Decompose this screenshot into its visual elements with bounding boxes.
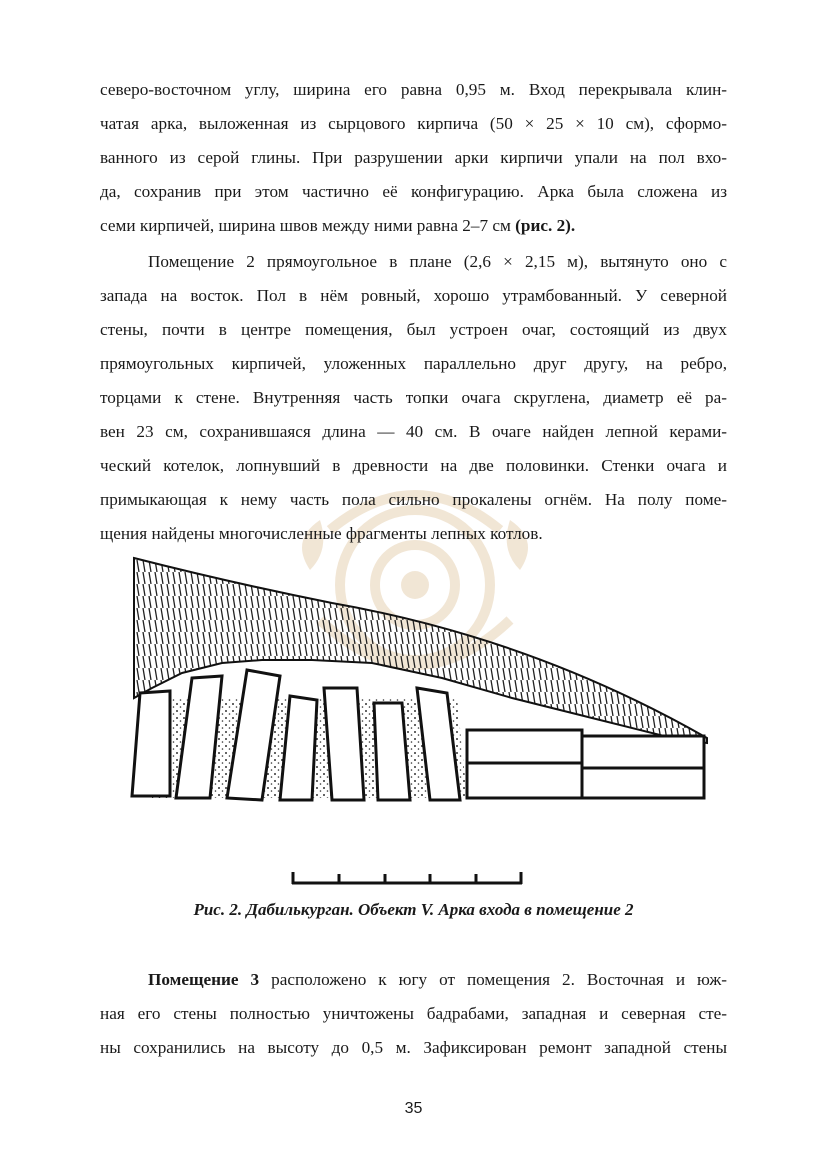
text-line: [100, 209, 727, 243]
paragraph-3: [100, 963, 727, 1065]
brick: [324, 688, 364, 800]
text-line: [100, 963, 727, 997]
brick: [467, 730, 582, 763]
text-line: ны сохранились на высоту до 0,5 м. Зафиксирован ремонт западной стены: [100, 1038, 727, 1057]
text-line: примыкающая к нему часть пола сильно прокалены огнём. На полу поме-: [100, 490, 727, 509]
brick: [132, 691, 170, 796]
text-line: ческий котелок, лопнувший в древности на две половинки. Стенки очага и: [100, 456, 727, 475]
text-line: чатая арка, выложенная из сырцового кирпича (50 × 25 × 10 см), сформо-: [100, 114, 727, 133]
paragraph-2: [100, 245, 727, 551]
text-line: Помещение 2 прямоугольное в плане (2,6 × 2,15 м), вытянуто оно с: [148, 252, 727, 271]
text-fragment: расположено к югу от помещения 2. Восточная и юж-: [259, 970, 727, 989]
text-fragment: семи кирпичей, ширина швов между ними равна 2–7 см: [100, 216, 516, 235]
text-line: ванного из серой глины. При разрушении арки кирпичи упали на пол вхо-: [100, 148, 727, 167]
figure-caption: Рис. 2. Дабилькурган. Объект V. Арка входа в помещение 2: [193, 900, 634, 919]
figure-reference: (рис. 2).: [515, 216, 576, 235]
text-line: ная его стены полностью уничтожены бадрабами, западная и северная сте-: [100, 1004, 727, 1023]
text-line: вен 23 см, сохранившаяся длина — 40 см. В очаге найден лепной керами-: [100, 422, 727, 441]
brick: [582, 736, 704, 768]
text-line: прямоугольных кирпичей, уложенных параллельно друг другу, на ребро,: [100, 354, 727, 373]
brick: [467, 763, 582, 798]
brick: [374, 703, 410, 800]
text-line: торцами к стене. Внутренняя часть топки очага скруглена, диаметр её ра-: [100, 388, 727, 407]
brick: [582, 768, 704, 798]
section-heading: Помещение 3: [148, 970, 260, 989]
page-number: 35: [404, 1100, 423, 1117]
text-line: северо-восточном углу, ширина его равна 0,95 м. Вход перекрывала клин-: [100, 80, 727, 99]
text-line: стены, почти в центре помещения, был устроен очаг, состоящий из двух: [100, 320, 727, 339]
text-line: щения найдены многочисленные фрагменты лепных котлов.: [100, 524, 543, 543]
scale-bar: [292, 872, 522, 884]
text-line: да, сохранив при этом частично её конфигурацию. Арка была сложена из: [100, 182, 727, 201]
arch-drawing-figure: [112, 548, 712, 888]
text-line: запада на восток. Пол в нём ровный, хорошо утрамбованный. У северной: [100, 286, 727, 305]
paragraph-1: [100, 73, 727, 243]
